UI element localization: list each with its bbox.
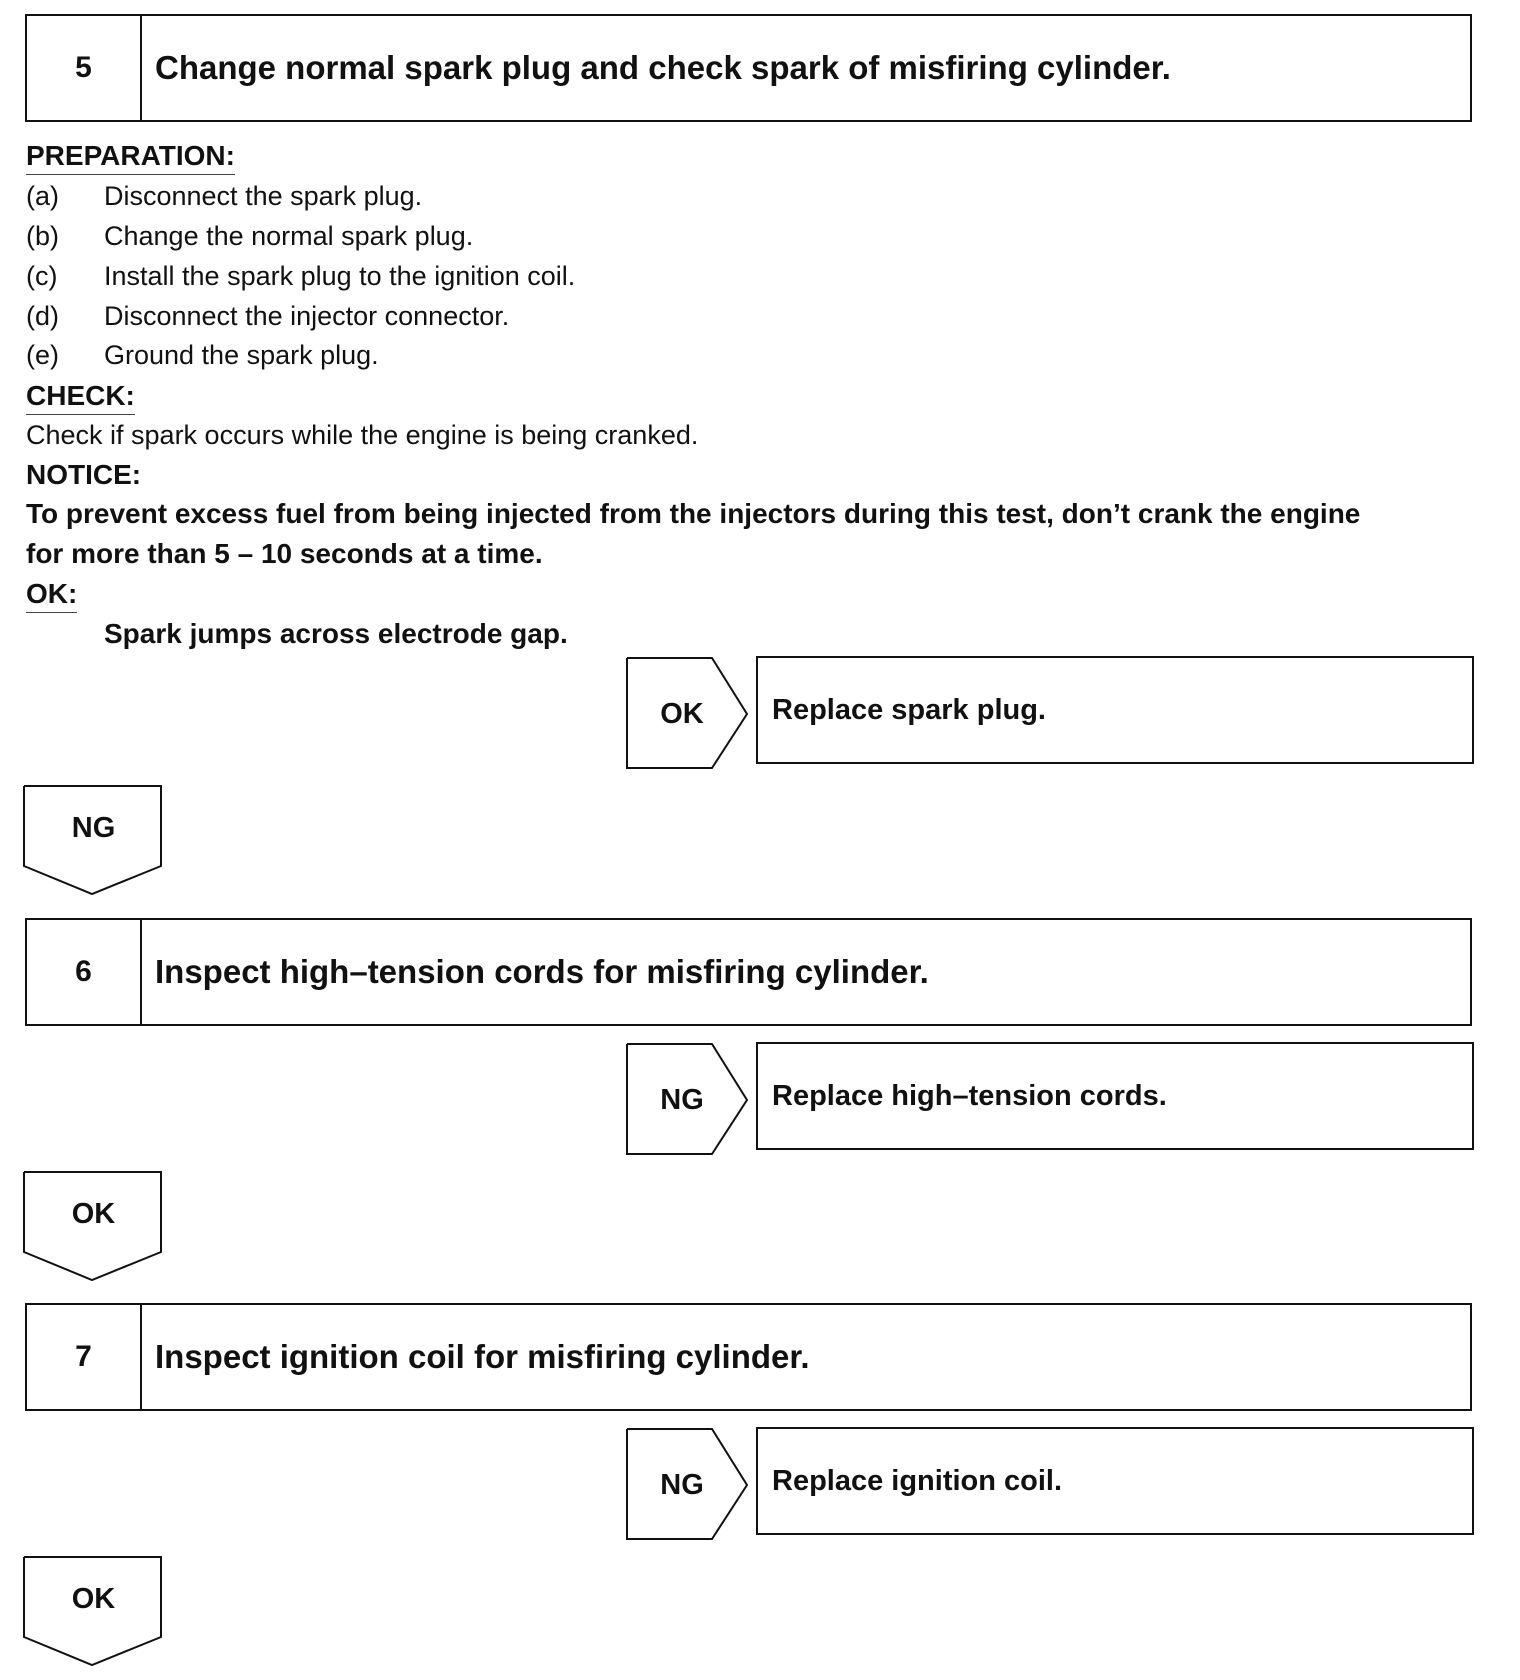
step-5-box — [25, 14, 1472, 122]
prep-item-text: Disconnect the spark plug. — [104, 181, 423, 211]
prep-item-text: Install the spark plug to the ignition coil. — [104, 261, 576, 291]
prep-item-text: Change the normal spark plug. — [104, 221, 474, 251]
prep-item-label: (e) — [26, 340, 59, 370]
prep-item-label: (b) — [26, 221, 59, 251]
result-box-replace-cords: Replace high–tension cords. — [756, 1042, 1474, 1150]
prep-item-label: (c) — [26, 261, 58, 291]
prep-item-c — [26, 261, 575, 292]
step-title: Inspect ignition coil for misfiring cylinder. — [155, 1338, 810, 1375]
ok-text: Spark jumps across electrode gap. — [104, 618, 568, 649]
next-label: OK — [71, 1198, 116, 1230]
step-6-box — [25, 918, 1472, 1026]
notice-header: NOTICE: — [26, 459, 142, 490]
next-label: OK — [71, 1583, 116, 1615]
check-text: Check if spark occurs while the engine is being cranked. — [26, 420, 699, 450]
step-title: Change normal spark plug and check spark of misfiring cylinder. — [155, 49, 1171, 86]
step-title: Inspect high–tension cords for misfiring cylinder. — [155, 953, 929, 990]
step-number: 6 — [27, 920, 142, 1024]
next-label: NG — [71, 812, 116, 844]
prep-item-d — [26, 301, 509, 332]
branch-label: NG — [660, 1083, 704, 1116]
step-number: 7 — [27, 1305, 142, 1409]
check-header: CHECK: — [26, 380, 135, 415]
ok-down-arrow — [24, 1172, 163, 1284]
branch-label: OK — [660, 697, 704, 730]
notice-line-2: for more than 5 – 10 seconds at a time. — [26, 538, 543, 569]
prep-item-a — [26, 181, 422, 212]
result-box-replace-coil: Replace ignition coil. — [756, 1427, 1474, 1535]
prep-item-label: (a) — [26, 181, 59, 211]
prep-item-text: Ground the spark plug. — [104, 340, 379, 370]
prep-item-b — [26, 221, 473, 252]
prep-item-e — [26, 340, 379, 371]
ng-branch-arrow — [627, 1429, 751, 1541]
branch-label: NG — [660, 1468, 704, 1501]
result-box-replace-spark-plug: Replace spark plug. — [756, 656, 1474, 764]
ok-branch-arrow — [627, 658, 751, 770]
step-7-box — [25, 1303, 1472, 1411]
ok-header: OK: — [26, 578, 77, 613]
notice-line-1: To prevent excess fuel from being injected from the injectors during this test, don’t crank the engine — [26, 498, 1361, 529]
prep-item-label: (d) — [26, 301, 59, 331]
ng-down-arrow — [24, 786, 163, 898]
ng-branch-arrow — [627, 1044, 751, 1156]
step-number: 5 — [27, 16, 142, 120]
prep-item-text: Disconnect the injector connector. — [104, 301, 510, 331]
preparation-header: PREPARATION: — [26, 140, 235, 175]
ok-down-arrow — [24, 1557, 163, 1669]
